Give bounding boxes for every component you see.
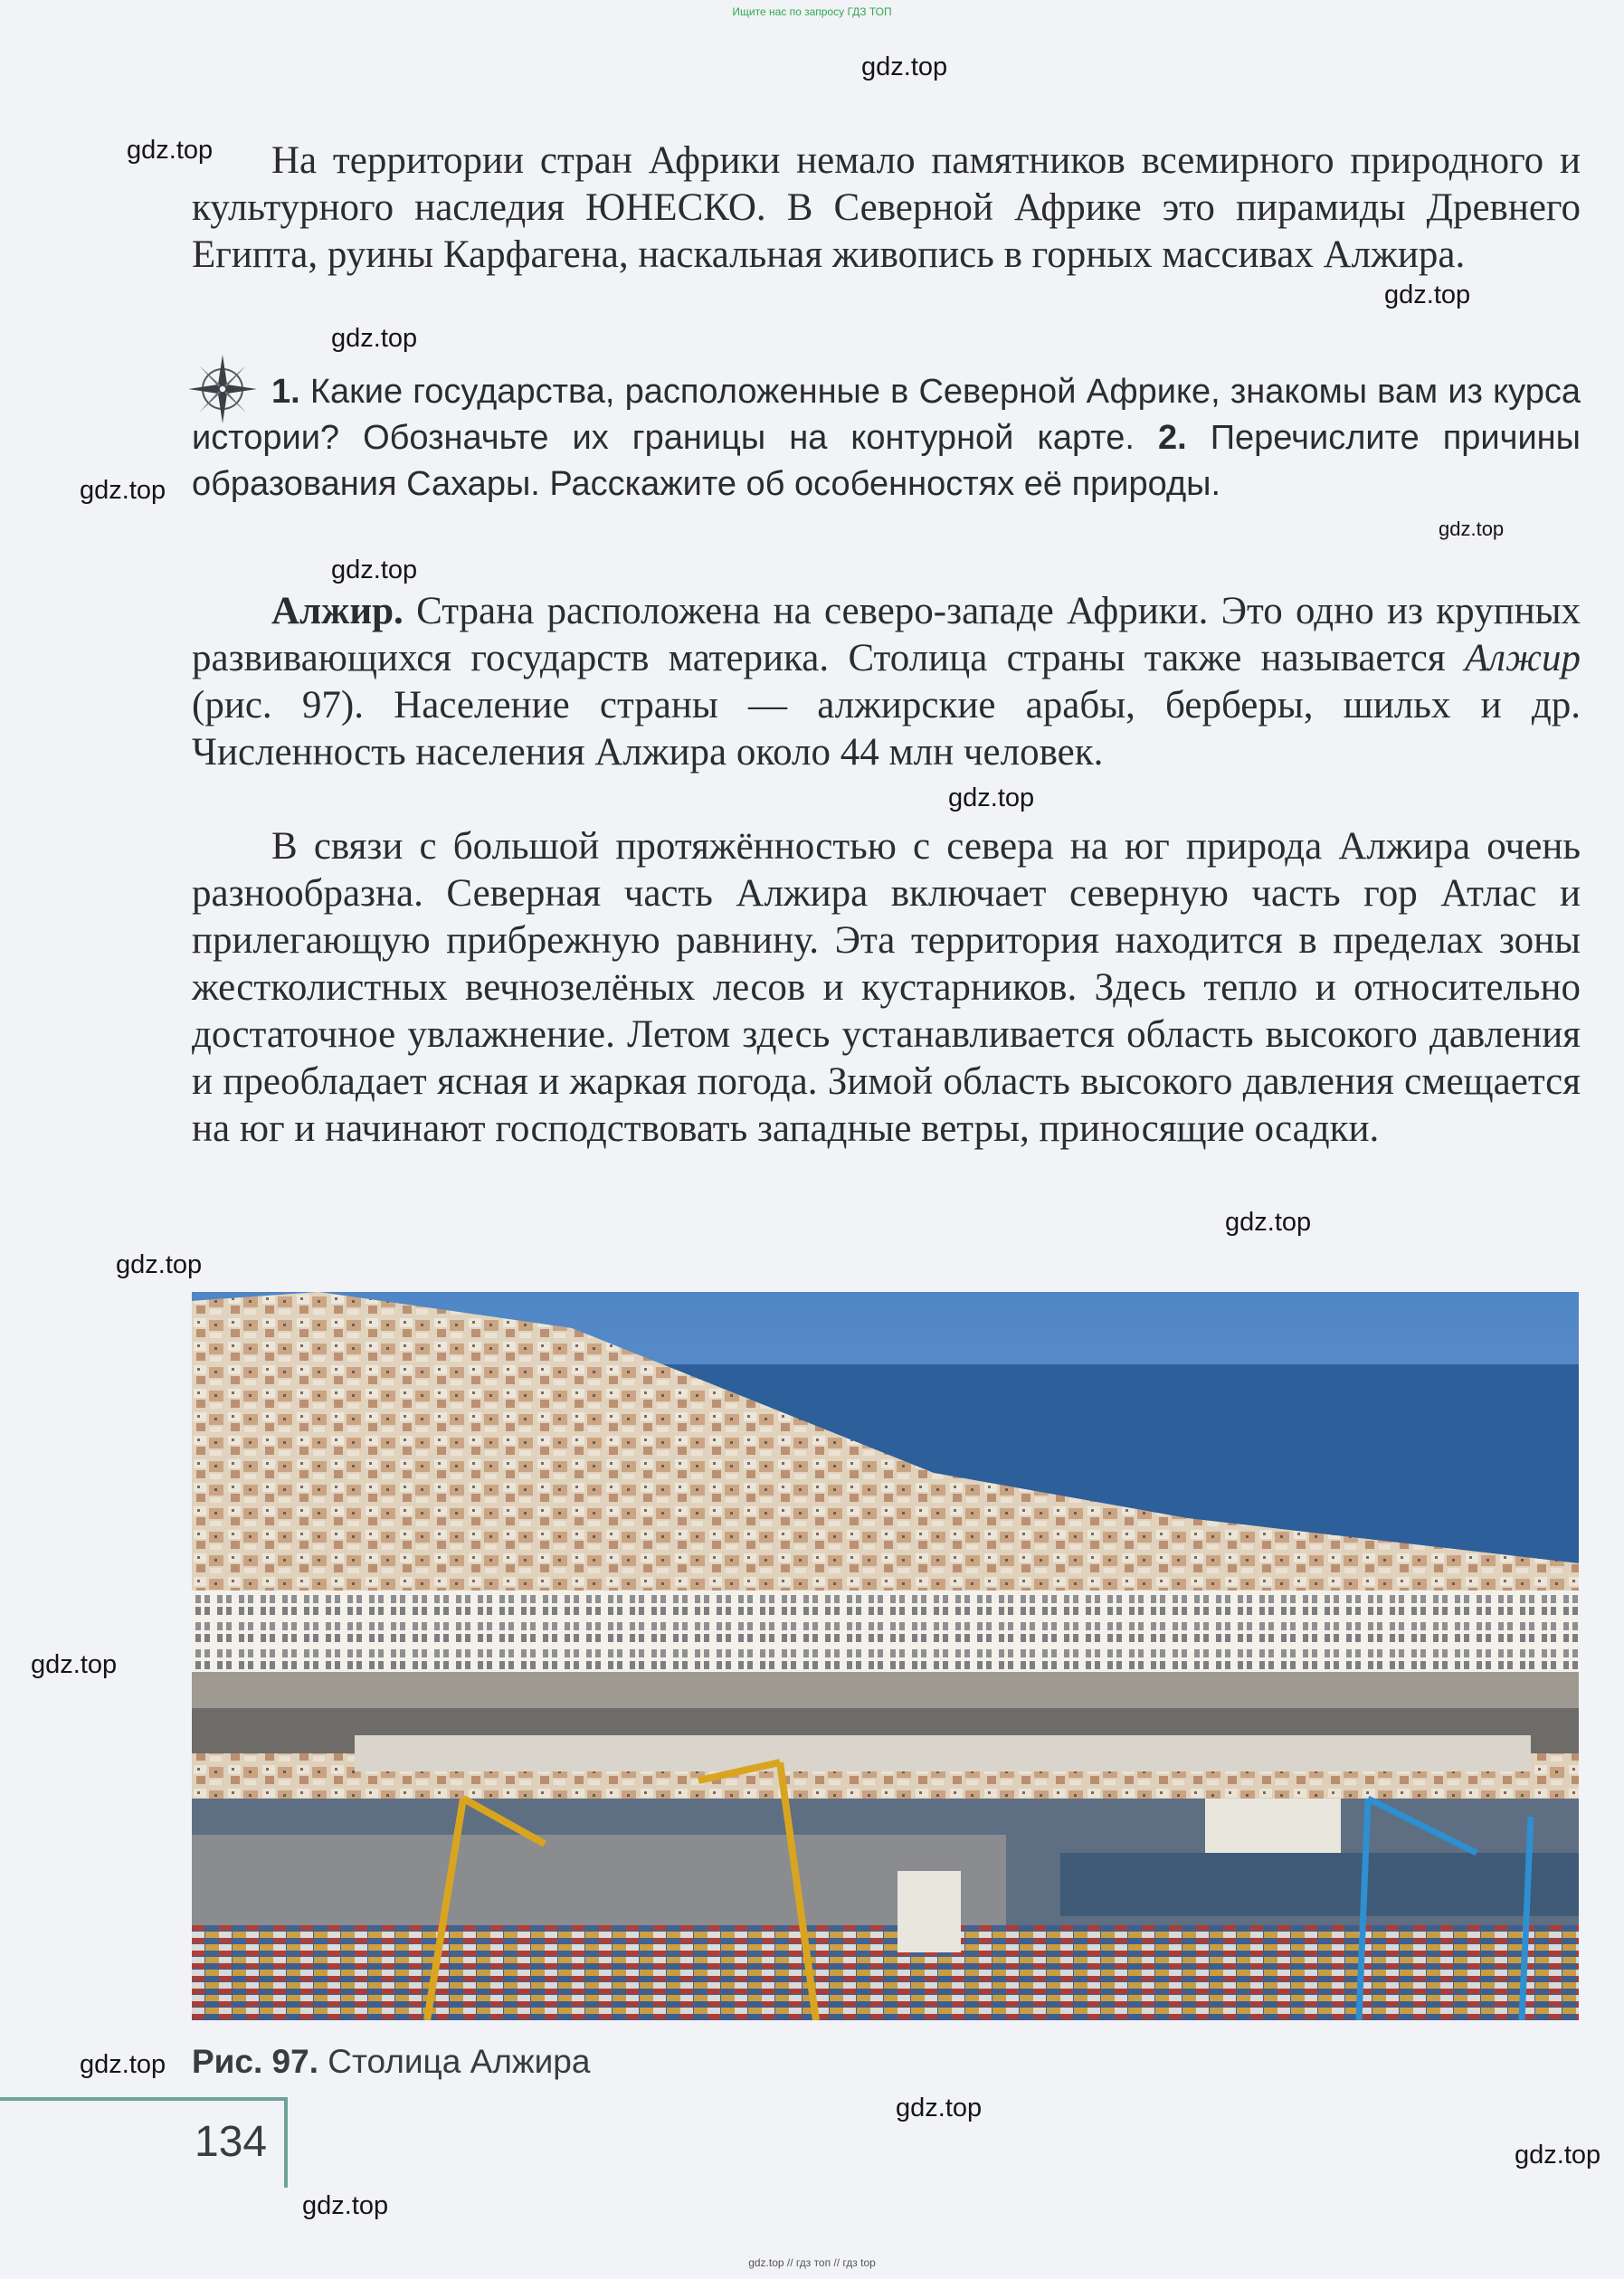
question-1-text: Какие государства, расположенные в Северной Африке, знакомы вам из курса истории? Обозначьте их границы на контурной карте.: [192, 373, 1581, 457]
watermark: gdz.top: [896, 2094, 983, 2122]
watermark: gdz.top: [31, 1650, 118, 1679]
figure-label: Рис. 97.: [192, 2043, 318, 2080]
page-number: 134: [195, 2118, 268, 2166]
watermark: gdz.top: [948, 783, 1035, 812]
figure-caption: [192, 2043, 590, 2081]
questions-block: [192, 369, 1581, 508]
paragraph-algeria: [192, 588, 1581, 776]
question-2-text: Перечислите причины образования Сахары. Расскажите об особенностях её природы.: [192, 419, 1581, 503]
algiers-city-photo: [192, 1292, 1579, 2020]
paragraph-unesco: На территории стран Африки немало памятников всемирного природного и культурного наследия ЮНЕСКО. В Северной Африке это пирамиды Древнего Египта, руины Карфагена, наскальная живопись в горных массивах Алжира.: [192, 139, 1581, 276]
watermark: gdz.top: [116, 1250, 203, 1279]
algeria-title: Алжир.: [271, 590, 404, 632]
watermark: gdz.top: [1225, 1208, 1312, 1237]
watermark: gdz.top: [1384, 280, 1471, 309]
capital-name: Алжир: [1464, 637, 1581, 679]
question-1-number: 1.: [271, 373, 300, 411]
watermark: gdz.top: [1515, 2141, 1601, 2170]
watermark: gdz.top: [331, 556, 418, 584]
watermark: gdz.top: [80, 2050, 166, 2079]
watermark: gdz.top: [861, 52, 948, 81]
watermark: gdz.top: [302, 2191, 389, 2220]
paragraph-nature: В связи с большой протяжённостью с севера на юг природа Алжира очень разнообразна. Северная часть Алжира включает северную часть гор Атлас и прилегающую прибрежную равнину. Эта территория находится в пределах зоны жестколистных вечнозелёных лесов и кустарников. Здесь тепло и относительно достаточное увлажнение. Летом здесь устанавливается область высокого давления и преобладает ясная и жаркая погода. Зимой область высокого давления смещается на юг и начинают господствовать западные ветры, приносящие осадки.: [192, 825, 1581, 1150]
question-2-number: 2.: [1158, 419, 1187, 457]
algeria-text-b: (рис. 97). Население страны — алжирские арабы, берберы, шильх и др. Численность населения Алжира около 44 млн человек.: [192, 684, 1581, 774]
watermark: gdz.top: [80, 476, 166, 505]
bottom-banner: gdz.top // гдз топ // гдз top: [748, 2256, 876, 2269]
top-banner: Ищите нас по запросу ГДЗ ТОП: [732, 5, 892, 18]
figure-caption-text: Столица Алжира: [318, 2043, 591, 2080]
watermark: gdz.top: [1439, 518, 1505, 540]
watermark: gdz.top: [331, 324, 418, 353]
watermark: gdz.top: [127, 136, 214, 165]
algeria-text-a: Страна расположена на северо-западе Африки. Это одно из крупных развивающихся государств материка. Столица страны также называется: [192, 590, 1581, 679]
